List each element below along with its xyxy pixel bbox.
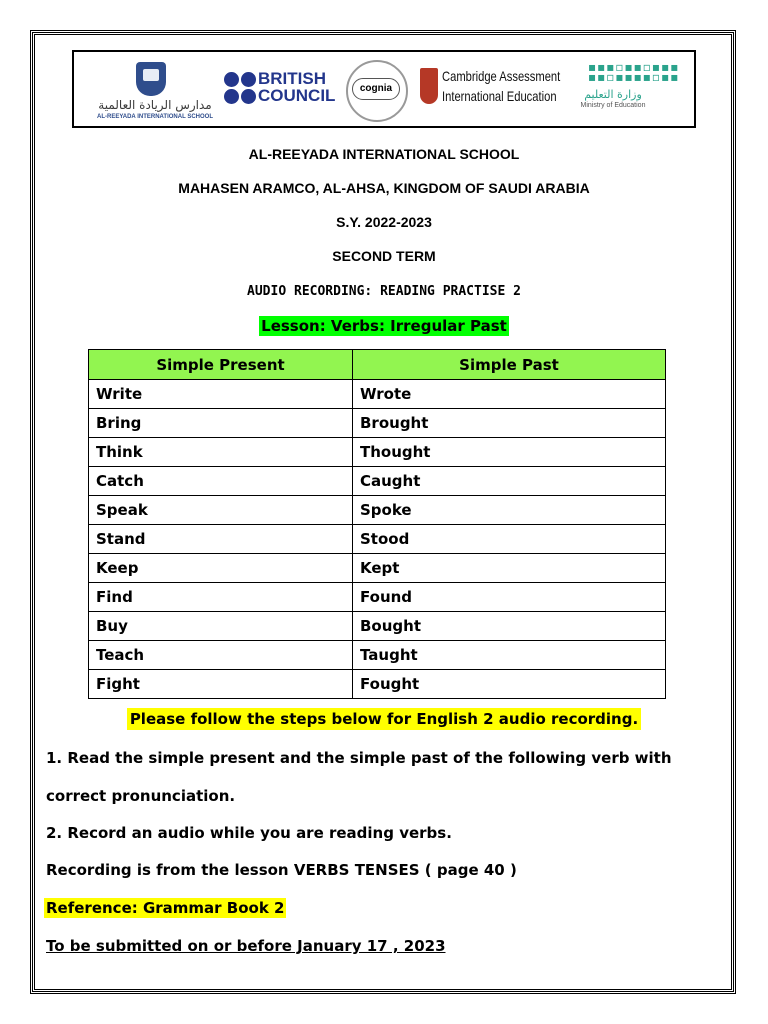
table-row bbox=[89, 670, 666, 699]
steps-banner-wrap bbox=[0, 708, 768, 730]
ministry-name-arabic: وزارة التعليم bbox=[584, 88, 642, 101]
ministry-name-english: Ministry of Education bbox=[580, 102, 646, 109]
present-cell: Bring bbox=[89, 409, 353, 438]
school-location: MAHASEN ARAMCO, AL-AHSA, KINGDOM OF SAUDI ARABIA bbox=[178, 180, 590, 196]
lesson-title-wrap bbox=[0, 316, 768, 336]
past-cell: Kept bbox=[353, 554, 666, 583]
school-shield-icon bbox=[136, 62, 166, 96]
cambridge-shield-icon bbox=[420, 68, 438, 104]
past-cell: Bought bbox=[353, 612, 666, 641]
present-cell: Fight bbox=[89, 670, 353, 699]
past-cell: Stood bbox=[353, 525, 666, 554]
school-name-arabic: مدارس الريادة العالمية bbox=[98, 98, 212, 112]
past-cell: Fought bbox=[353, 670, 666, 699]
present-cell: Catch bbox=[89, 467, 353, 496]
step-1-line-1: 1. Read the simple present and the simple past of the following verb with bbox=[46, 749, 672, 767]
present-cell: Keep bbox=[89, 554, 353, 583]
school-year: S.Y. 2022-2023 bbox=[336, 214, 432, 230]
table-row bbox=[89, 380, 666, 409]
steps-banner: Please follow the steps below for English 2 audio recording. bbox=[127, 708, 641, 730]
reference-note: Reference: Grammar Book 2 bbox=[46, 899, 285, 917]
present-cell: Write bbox=[89, 380, 353, 409]
column-header-simple-present: Simple Present bbox=[89, 350, 353, 380]
past-cell: Spoke bbox=[353, 496, 666, 525]
cambridge-logo bbox=[420, 66, 561, 112]
term-heading: SECOND TERM bbox=[332, 248, 436, 264]
past-cell: Brought bbox=[353, 409, 666, 438]
present-cell: Find bbox=[89, 583, 353, 612]
past-cell: Caught bbox=[353, 467, 666, 496]
ministry-pattern-icon: ▪▪▪▫▪▪▫▪▪▪ ▪▪▫▪▪▪▪▫▪▪ bbox=[588, 60, 680, 84]
present-cell: Think bbox=[89, 438, 353, 467]
present-cell: Teach bbox=[89, 641, 353, 670]
cognia-accreditation-seal bbox=[346, 60, 408, 122]
past-cell: Taught bbox=[353, 641, 666, 670]
british-council-dots-icon bbox=[224, 72, 256, 104]
present-cell: Stand bbox=[89, 525, 353, 554]
table-row bbox=[89, 496, 666, 525]
activity-heading: AUDIO RECORDING: READING PRACTISE 2 bbox=[247, 284, 521, 299]
table-row bbox=[89, 554, 666, 583]
british-council-text: BRITISH COUNCIL bbox=[258, 69, 336, 105]
verbs-table bbox=[88, 349, 666, 699]
table-row bbox=[89, 641, 666, 670]
ministry-of-education-logo bbox=[554, 62, 678, 118]
past-cell: Thought bbox=[353, 438, 666, 467]
recording-source: Recording is from the lesson VERBS TENSES ( page 40 ) bbox=[46, 861, 517, 879]
logo-strip bbox=[72, 50, 696, 128]
column-header-simple-past: Simple Past bbox=[353, 350, 666, 380]
past-cell: Wrote bbox=[353, 380, 666, 409]
submission-deadline: To be submitted on or before January 17 , 2023 bbox=[46, 937, 446, 955]
british-council-logo bbox=[224, 70, 336, 110]
school-logo bbox=[80, 58, 230, 122]
present-cell: Buy bbox=[89, 612, 353, 641]
table-row bbox=[89, 467, 666, 496]
past-cell: Found bbox=[353, 583, 666, 612]
table-row bbox=[89, 438, 666, 467]
school-name-heading: AL-REEYADA INTERNATIONAL SCHOOL bbox=[248, 146, 520, 162]
school-name-english: AL-REEYADA INTERNATIONAL SCHOOL bbox=[96, 114, 213, 120]
step-2: 2. Record an audio while you are reading verbs. bbox=[46, 824, 452, 842]
lesson-title: Lesson: Verbs: Irregular Past bbox=[261, 317, 507, 335]
table-row bbox=[89, 612, 666, 641]
table-row bbox=[89, 583, 666, 612]
table-row bbox=[89, 525, 666, 554]
cognia-wordmark: cognia bbox=[352, 78, 400, 100]
table-row bbox=[89, 409, 666, 438]
step-1-line-2: correct pronunciation. bbox=[46, 787, 236, 805]
present-cell: Speak bbox=[89, 496, 353, 525]
table-header-row bbox=[89, 350, 666, 380]
cambridge-text: Cambridge Assessment International Education bbox=[442, 68, 561, 104]
